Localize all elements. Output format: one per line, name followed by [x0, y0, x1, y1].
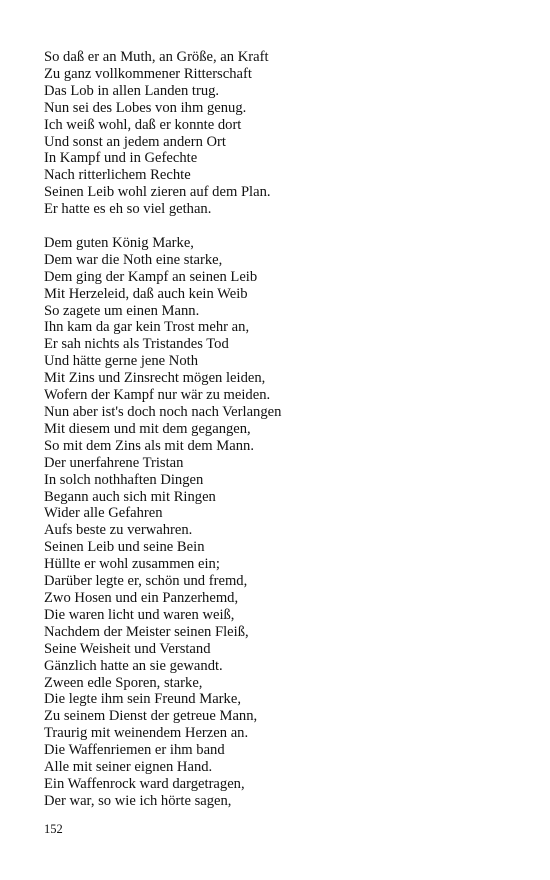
- verse-line: Alle mit seiner eignen Hand.: [44, 759, 213, 776]
- verse-line: Der unerfahrene Tristan: [44, 454, 184, 471]
- verse-line: Mit Herzeleid, daß auch kein Weib: [44, 285, 248, 302]
- verse-line: Der war, so wie ich hörte sagen,: [44, 792, 232, 809]
- verse-line: In Kampf und in Gefechte: [44, 150, 198, 167]
- verse-line: Ihn kam da gar kein Trost mehr an,: [44, 319, 250, 336]
- verse-line: Zu ganz vollkommener Ritterschaft: [44, 65, 252, 82]
- verse-line: Ich weiß wohl, daß er konnte dort: [44, 116, 242, 133]
- verse-line: Mit Zins und Zinsrecht mögen leiden,: [44, 370, 266, 387]
- verse-line: Wider alle Gefahren: [44, 505, 163, 522]
- verse-line: Die legte ihm sein Freund Marke,: [44, 691, 241, 708]
- verse-line: Die waren licht und waren weiß,: [44, 606, 235, 623]
- verse-line: Begann auch sich mit Ringen: [44, 488, 216, 505]
- verse-line: Dem guten König Marke,: [44, 234, 194, 251]
- verse-line: Er sah nichts als Tristandes Tod: [44, 336, 229, 353]
- verse-line: Aufs beste zu verwahren.: [44, 522, 193, 539]
- verse-line: Seinen Leib und seine Bein: [44, 539, 205, 556]
- page-number: 152: [44, 822, 63, 836]
- verse-line: Nun sei des Lobes von ihm genug.: [44, 99, 247, 116]
- verse-line: Er hatte es eh so viel gethan.: [44, 201, 212, 218]
- verse-line: So zagete um einen Mann.: [44, 302, 200, 319]
- verse-line: So mit dem Zins als mit dem Mann.: [44, 437, 254, 454]
- verse-line: Dem war die Noth eine starke,: [44, 251, 223, 268]
- verse-line: Mit diesem und mit dem gegangen,: [44, 420, 251, 437]
- verse-line: Ein Waffenrock ward dargetragen,: [44, 775, 245, 792]
- verse-line: Gänzlich hatte an sie gewandt.: [44, 657, 223, 674]
- verse-line: Die Waffenriemen er ihm band: [44, 742, 225, 759]
- verse-line: Nun aber ist's doch noch nach Verlangen: [44, 404, 282, 421]
- verse-line: Seinen Leib wohl zieren auf dem Plan.: [44, 184, 271, 201]
- verse-line: Nachdem der Meister seinen Fleiß,: [44, 623, 249, 640]
- poem-text: [44, 49, 514, 810]
- verse-line: Darüber legte er, schön und fremd,: [44, 573, 248, 590]
- stanza: [44, 49, 514, 218]
- verse-line: Wofern der Kampf nur wär zu meiden.: [44, 387, 271, 404]
- verse-line: So daß er an Muth, an Größe, an Kraft: [44, 49, 269, 65]
- verse-line: Und hätte gerne jene Noth: [44, 353, 198, 370]
- verse-line: Und sonst an jedem andern Ort: [44, 133, 226, 150]
- verse-line: Das Lob in allen Landen trug.: [44, 82, 220, 99]
- stanza: [44, 235, 514, 810]
- verse-line: Hüllte er wohl zusammen ein;: [44, 556, 220, 573]
- verse-line: Dem ging der Kampf an seinen Leib: [44, 268, 258, 285]
- verse-line: In solch nothhaften Dingen: [44, 471, 204, 488]
- verse-line: Seine Weisheit und Verstand: [44, 640, 211, 657]
- verse-line: Traurig mit weinendem Herzen an.: [44, 725, 249, 742]
- verse-line: Zu seinem Dienst der getreue Mann,: [44, 708, 258, 725]
- verse-line: Zwo Hosen und ein Panzerhemd,: [44, 589, 239, 606]
- verse-line: Zween edle Sporen, starke,: [44, 674, 203, 691]
- verse-line: Nach ritterlichem Rechte: [44, 167, 191, 184]
